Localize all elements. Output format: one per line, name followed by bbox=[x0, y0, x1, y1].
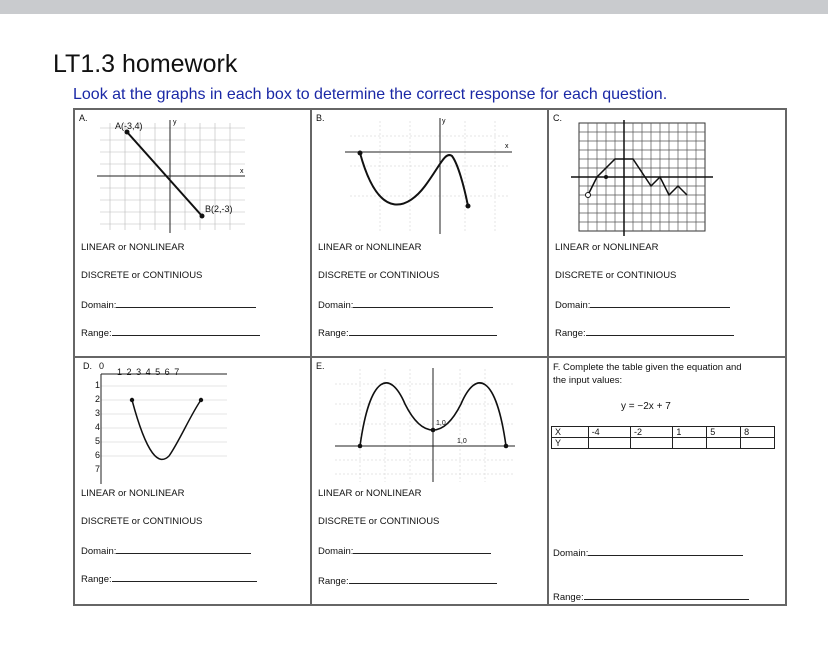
top-bar bbox=[0, 0, 828, 14]
box-f-range-blank[interactable] bbox=[584, 590, 749, 600]
box-c-domain-label: Domain: bbox=[555, 300, 591, 311]
d-x-tick: 5 bbox=[155, 367, 161, 377]
box-e-range-label: Range: bbox=[318, 576, 349, 587]
graph-d bbox=[87, 366, 237, 486]
box-f bbox=[548, 357, 786, 605]
point-right-label: 1,0 bbox=[457, 438, 467, 445]
box-c-range-blank[interactable] bbox=[586, 326, 734, 336]
d-y-tick: 6 bbox=[95, 450, 101, 460]
box-d-domain-label: Domain: bbox=[81, 546, 117, 557]
table-y-label: Y bbox=[552, 438, 589, 449]
point-top-label: 1,0 bbox=[436, 420, 446, 427]
d-y-tick: 7 bbox=[95, 464, 101, 474]
box-c bbox=[548, 109, 786, 357]
table-answer-cell[interactable] bbox=[588, 438, 630, 449]
table-cell: -4 bbox=[588, 427, 630, 438]
graph-a bbox=[95, 118, 255, 238]
table-answer-cell[interactable] bbox=[631, 438, 673, 449]
svg-text:x: x bbox=[240, 168, 244, 175]
box-b-discrete-question: DISCRETE or CONTINIOUS bbox=[318, 270, 440, 281]
table-cell: -2 bbox=[631, 427, 673, 438]
box-f-domain-blank[interactable] bbox=[588, 546, 743, 556]
instructions: Look at the graphs in each box to determine the correct response for each question. bbox=[73, 86, 668, 103]
box-d-range-blank[interactable] bbox=[112, 572, 257, 582]
table-cell: 5 bbox=[707, 427, 741, 438]
box-a-range-label: Range: bbox=[81, 328, 112, 339]
worksheet-grid bbox=[73, 108, 787, 606]
box-a bbox=[74, 109, 311, 357]
box-d-range-label: Range: bbox=[81, 574, 112, 585]
box-a-domain-label: Domain: bbox=[81, 300, 117, 311]
box-b-range-label: Range: bbox=[318, 328, 349, 339]
d-x-tick: 4 bbox=[145, 367, 151, 377]
point-a-label: A(-3,4) bbox=[115, 121, 143, 131]
d-y-tick: 1 bbox=[95, 380, 101, 390]
graph-b bbox=[340, 116, 515, 236]
box-c-label: C. bbox=[553, 113, 562, 123]
box-f-domain-label: Domain: bbox=[553, 548, 589, 559]
box-e-domain-label: Domain: bbox=[318, 546, 354, 557]
box-d-label: D. bbox=[83, 361, 92, 371]
page-title: LT1.3 homework bbox=[53, 50, 238, 78]
box-b bbox=[311, 109, 548, 357]
table-cell: 1 bbox=[673, 427, 707, 438]
equation: y = −2x + 7 bbox=[621, 401, 671, 412]
origin-label: 0 bbox=[99, 361, 105, 371]
box-b-range-blank[interactable] bbox=[349, 326, 497, 336]
box-e-label: E. bbox=[316, 361, 325, 371]
table-answer-cell[interactable] bbox=[673, 438, 707, 449]
table-row bbox=[552, 438, 775, 449]
box-e-domain-blank[interactable] bbox=[353, 544, 491, 554]
graph-c bbox=[569, 118, 719, 238]
d-y-tick: 2 bbox=[95, 394, 101, 404]
box-e-linear-question: LINEAR or NONLINEAR bbox=[318, 488, 422, 499]
input-table bbox=[551, 426, 775, 449]
box-c-discrete-question: DISCRETE or CONTINIOUS bbox=[555, 270, 677, 281]
box-f-prompt-line2: the input values: bbox=[553, 375, 623, 386]
table-answer-cell[interactable] bbox=[707, 438, 741, 449]
box-f-prompt-line1: F. Complete the table given the equation and bbox=[553, 362, 742, 373]
svg-text:x: x bbox=[505, 143, 509, 150]
box-c-linear-question: LINEAR or NONLINEAR bbox=[555, 242, 659, 253]
d-y-tick: 4 bbox=[95, 422, 101, 432]
box-a-discrete-question: DISCRETE or CONTINIOUS bbox=[81, 270, 203, 281]
box-a-label: A. bbox=[79, 113, 88, 123]
point-b-label: B(2,-3) bbox=[205, 204, 233, 214]
table-x-label: X bbox=[552, 427, 589, 438]
box-a-domain-blank[interactable] bbox=[116, 298, 256, 308]
box-d bbox=[74, 357, 311, 605]
box-a-range-blank[interactable] bbox=[112, 326, 260, 336]
d-x-tick: 3 bbox=[136, 367, 142, 377]
box-c-range-label: Range: bbox=[555, 328, 586, 339]
d-x-tick: 2 bbox=[126, 367, 132, 377]
box-c-domain-blank[interactable] bbox=[590, 298, 730, 308]
d-x-tick: 1 bbox=[117, 367, 123, 377]
box-b-domain-label: Domain: bbox=[318, 300, 354, 311]
box-b-label: B. bbox=[316, 113, 325, 123]
box-e-discrete-question: DISCRETE or CONTINIOUS bbox=[318, 516, 440, 527]
box-a-linear-question: LINEAR or NONLINEAR bbox=[81, 242, 185, 253]
box-b-domain-blank[interactable] bbox=[353, 298, 493, 308]
box-d-domain-blank[interactable] bbox=[116, 544, 251, 554]
box-d-discrete-question: DISCRETE or CONTINIOUS bbox=[81, 516, 203, 527]
box-f-range-label: Range: bbox=[553, 592, 584, 603]
graph-e bbox=[330, 364, 520, 488]
d-x-tick: 6 bbox=[164, 367, 170, 377]
svg-text:y: y bbox=[173, 119, 177, 126]
svg-text:y: y bbox=[442, 118, 446, 125]
box-b-linear-question: LINEAR or NONLINEAR bbox=[318, 242, 422, 253]
box-d-linear-question: LINEAR or NONLINEAR bbox=[81, 488, 185, 499]
table-answer-cell[interactable] bbox=[741, 438, 775, 449]
d-y-tick: 3 bbox=[95, 408, 101, 418]
table-cell: 8 bbox=[741, 427, 775, 438]
box-e bbox=[311, 357, 548, 605]
d-y-tick: 5 bbox=[95, 436, 101, 446]
d-x-tick: 7 bbox=[174, 367, 180, 377]
table-row bbox=[552, 427, 775, 438]
box-e-range-blank[interactable] bbox=[349, 574, 497, 584]
